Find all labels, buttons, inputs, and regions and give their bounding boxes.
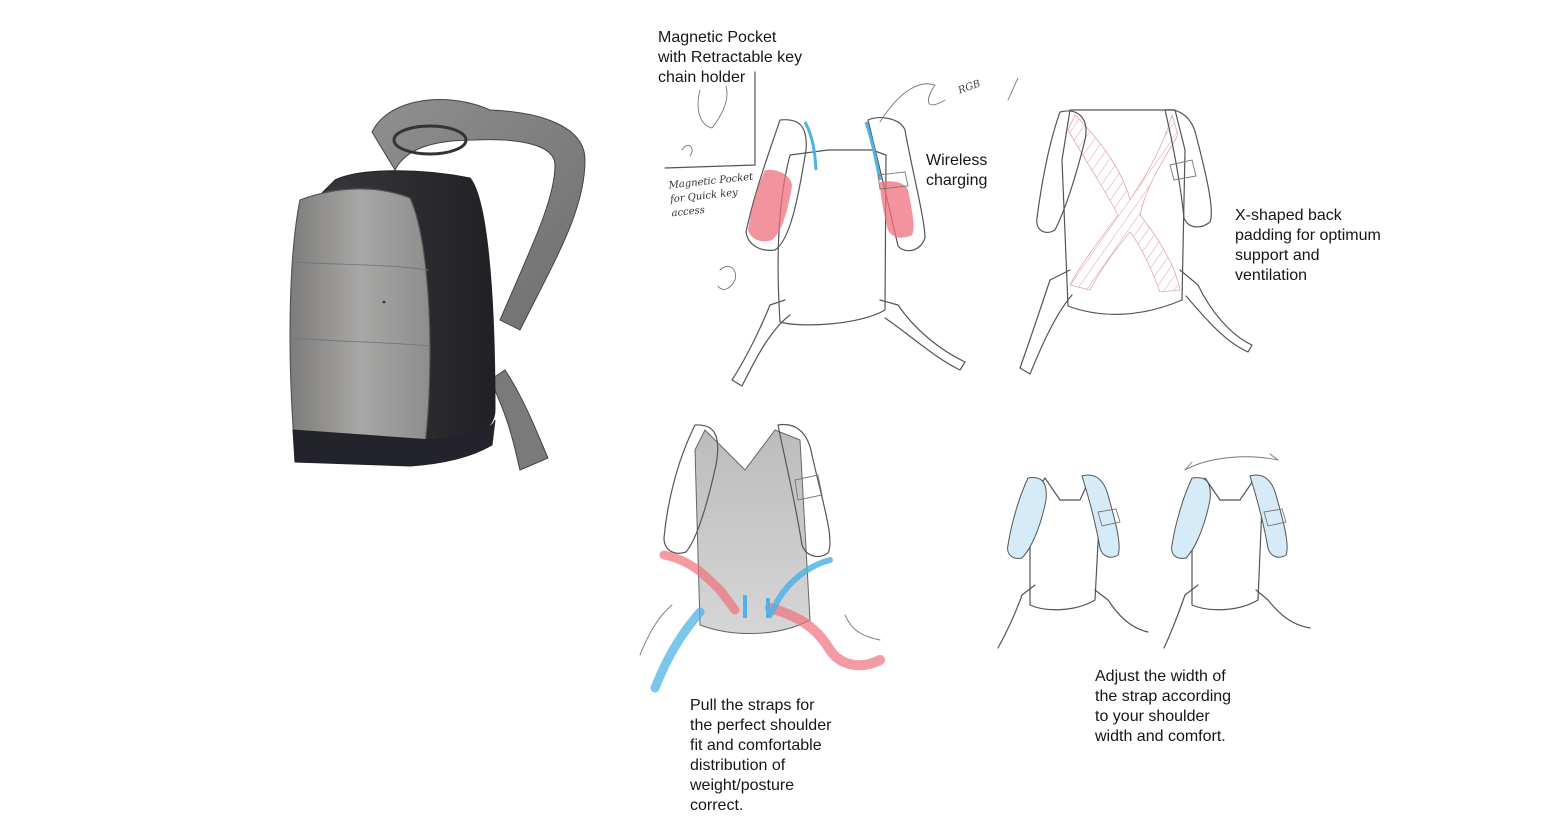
x-shaped-padding-label: X-shaped back padding for optimum support and ventilation	[1235, 207, 1381, 284]
adjust-width-label: Adjust the width of the strap according to your shoulder width and comfort.	[1095, 668, 1232, 745]
magnetic-pocket-label: Magnetic Pocket with Retractable key chain holder	[658, 29, 803, 86]
pocket-handwritten-note: Magnetic Pocket for Quick key access	[668, 171, 754, 220]
pull-straps-label: Pull the straps for the perfect shoulder fit and comfortable distribution of weight/posture correct.	[690, 697, 832, 814]
rgb-handwritten-label: RGB	[956, 78, 983, 97]
wireless-charging-label: Wireless charging	[926, 152, 988, 189]
